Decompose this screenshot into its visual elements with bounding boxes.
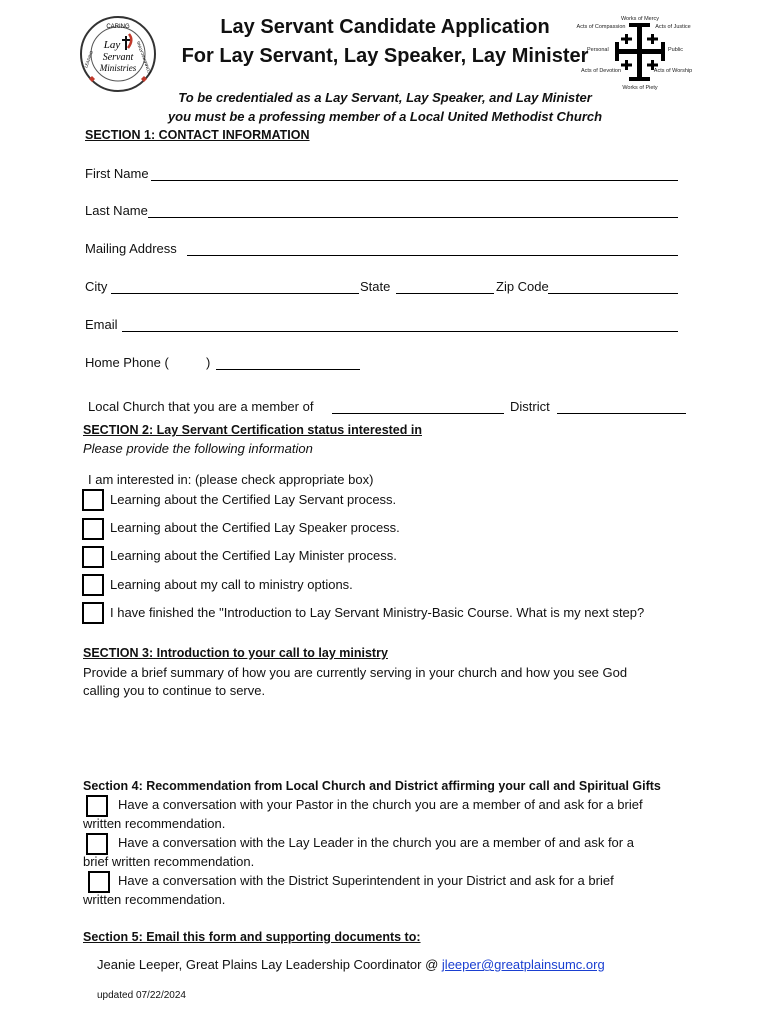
superintendent-line2: written recommendation. xyxy=(83,892,226,907)
subtitle-line1: To be credentialed as a Lay Servant, Lay Speaker, and Lay Minister xyxy=(178,90,592,105)
last-name-label: Last Name xyxy=(85,203,148,218)
checkbox-lay-leader[interactable] xyxy=(86,833,108,855)
district-label: District xyxy=(510,399,550,414)
local-church-label: Local Church that you are a member of xyxy=(88,399,314,414)
page-title-line2: For Lay Servant, Lay Speaker, Lay Minister xyxy=(181,45,589,67)
first-name-label: First Name xyxy=(85,166,149,181)
last-name-field[interactable] xyxy=(148,217,678,218)
seal-left-text: LEADING xyxy=(83,50,94,69)
lay-leader-line1: Have a conversation with the Lay Leader in the church you are a member of and ask for a xyxy=(118,835,634,850)
cross-left-top-label: Acts of Compassion xyxy=(576,24,626,30)
lay-leader-line2: brief written recommendation. xyxy=(83,854,255,869)
home-phone-field[interactable] xyxy=(216,369,360,370)
option-lay-minister: Learning about the Certified Lay Minister process. xyxy=(110,548,397,563)
pastor-line1: Have a conversation with your Pastor in the church you are a member of and ask for a brief xyxy=(118,797,643,812)
state-field[interactable] xyxy=(396,293,494,294)
section2-heading: SECTION 2: Lay Servant Certification status interested in xyxy=(83,423,422,437)
state-label: State xyxy=(360,279,391,294)
local-church-field[interactable] xyxy=(332,413,504,414)
section1-heading: SECTION 1: CONTACT INFORMATION xyxy=(85,128,310,142)
checkbox-lay-servant[interactable] xyxy=(82,489,104,511)
jerusalem-cross-logo xyxy=(576,14,693,92)
cross-bottom-label: Works of Piety xyxy=(622,85,658,91)
lay-servant-seal-icon xyxy=(82,18,154,90)
section2-intro: I am interested in: (please check appropriate box) xyxy=(88,472,374,487)
checkbox-superintendent[interactable] xyxy=(88,871,110,893)
seal-right-text: COMMUNICATING xyxy=(135,40,152,75)
mailing-address-field[interactable] xyxy=(187,255,678,256)
zip-code-field[interactable] xyxy=(548,293,678,294)
updated-label: updated xyxy=(97,990,134,1001)
option-lay-servant: Learning about the Certified Lay Servant process. xyxy=(110,492,397,507)
section3-text-line1: Provide a brief summary of how you are currently serving in your church and how you see God xyxy=(83,665,628,680)
option-finished-course: I have finished the "Introduction to Lay Servant Ministry-Basic Course. What is my next step? xyxy=(110,605,645,620)
subtitle-line2: you must be a professing member of a Local United Methodist Church xyxy=(167,109,603,124)
email-field[interactable] xyxy=(122,331,678,332)
cross-left-mid-label: Personal xyxy=(587,47,609,53)
pastor-line2: written recommendation. xyxy=(83,816,226,831)
seal-top-text: CARING xyxy=(106,24,130,30)
seal-text-3: Ministries xyxy=(99,63,137,73)
checkbox-pastor[interactable] xyxy=(86,795,108,817)
home-phone-label: Home Phone ( xyxy=(85,355,169,370)
email-label: Email xyxy=(85,317,118,332)
checkbox-lay-speaker[interactable] xyxy=(82,518,104,540)
checkbox-lay-minister[interactable] xyxy=(82,546,104,568)
cross-top-label: Works of Mercy xyxy=(620,16,660,22)
section5-heading: Section 5: Email this form and supporting documents to: xyxy=(83,930,421,944)
jerusalem-cross-icon xyxy=(576,14,693,92)
contact-line xyxy=(97,957,605,972)
seal-text-2: Servant xyxy=(102,52,134,63)
section3-text-line2: calling you to continue to serve. xyxy=(83,683,266,698)
section4-heading: Section 4: Recommendation from Local Church and District affirming your call and Spiritual Gifts xyxy=(83,779,661,793)
lay-servant-ministries-logo xyxy=(80,16,156,92)
seal-text-1: Lay xyxy=(103,39,121,51)
district-field[interactable] xyxy=(557,413,686,414)
zip-code-label: Zip Code xyxy=(496,279,549,294)
section2-instruction: Please provide the following information xyxy=(83,441,313,456)
contact-email-link[interactable]: jleeper@greatplainsumc.org xyxy=(441,957,605,972)
city-label: City xyxy=(85,279,108,294)
superintendent-line1: Have a conversation with the District Superintendent in your District and ask for a brief xyxy=(118,873,614,888)
checkbox-finished-course[interactable] xyxy=(82,602,104,624)
updated-note xyxy=(97,990,186,1001)
checkbox-call-options[interactable] xyxy=(82,574,104,596)
city-field[interactable] xyxy=(111,293,359,294)
section3-heading: SECTION 3: Introduction to your call to lay ministry xyxy=(83,646,388,660)
cross-right-mid-label: Public xyxy=(668,47,683,53)
mailing-address-label: Mailing Address xyxy=(85,241,177,256)
home-phone-paren: ) xyxy=(206,355,211,370)
updated-date: 07/22/2024 xyxy=(135,990,186,1001)
first-name-field[interactable] xyxy=(151,180,678,181)
cross-left-bottom-label: Acts of Devotion xyxy=(580,68,622,74)
option-call-options: Learning about my call to ministry options. xyxy=(110,577,353,592)
cross-right-top-label: Acts of Justice xyxy=(655,24,691,30)
page-title-line1: Lay Servant Candidate Application xyxy=(220,16,550,38)
contact-name: Jeanie Leeper, Great Plains Lay Leadership Coordinator @ xyxy=(97,957,439,972)
cross-right-bottom-label: Acts of Worship xyxy=(653,68,693,74)
option-lay-speaker: Learning about the Certified Lay Speaker process. xyxy=(110,520,400,535)
